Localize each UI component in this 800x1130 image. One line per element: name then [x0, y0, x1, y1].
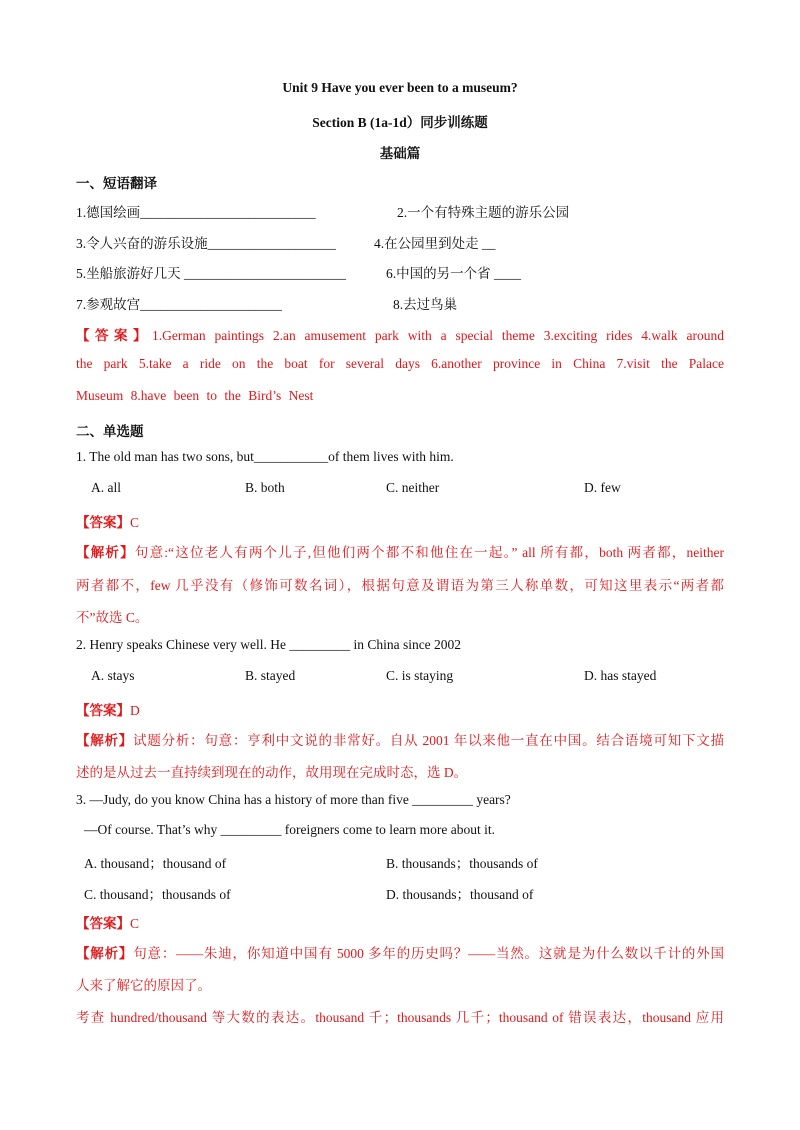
analysis-tag: 【解析】	[76, 946, 134, 961]
phrase-item: 6.中国的另一个省 ____	[386, 266, 521, 281]
option: C. is staying	[386, 668, 454, 683]
phrase-item: 3.令人兴奋的游乐设施___________________	[76, 236, 336, 251]
section-heading-choice: 二、单选题	[76, 424, 144, 439]
answer-text: Museum 8.have been to the Bird’s Nest	[76, 388, 314, 403]
option: A. thousand；thousand of	[84, 856, 227, 871]
analysis-text: 考查 hundred/thousand 等大数的表达。thousand 千；thousands 几千；thousand of 错误表达，thousand 应用	[76, 1010, 724, 1025]
option: C. neither	[386, 480, 440, 495]
option: B. both	[245, 480, 285, 495]
analysis-text: 句意：——朱迪，你知道中国有 5000 多年的历史吗？——当然。这就是为什么数以千计的外国	[133, 946, 725, 961]
analysis-text: 试题分析：句意：亨利中文说的非常好。自从 2001 年以来他一直在中国。结合语境可知下文描	[133, 733, 725, 748]
answer-text: 1.German paintings 2.an amusement park with a special theme 3.exciting rides 4.walk around	[151, 328, 725, 343]
option: D. few	[584, 480, 621, 495]
option: C. thousand；thousands of	[84, 887, 231, 902]
answer-value: C	[130, 515, 140, 530]
option: A. stays	[91, 668, 135, 683]
answer-block-translation	[76, 324, 724, 344]
phrase-item: 2.一个有特殊主题的游乐公园	[397, 205, 570, 220]
analysis-line	[76, 729, 724, 749]
analysis-text: 句意:“这位老人有两个儿子,但他们两个都不和他住在一起。” all 所有都，both 两者都，neither	[134, 545, 725, 560]
phrase-item: 7.参观故宫_____________________	[76, 297, 282, 312]
phrase-item: 4.在公园里到处走 __	[374, 236, 496, 251]
question-stem: —Of course. That’s why _________ foreigners come to learn more about it.	[84, 822, 496, 837]
answer-text: the park 5.take a ride on the boat for several days 6.another province in China 7.visit the Palace	[76, 356, 724, 371]
option: D. thousands；thousand of	[386, 887, 534, 902]
answer-line	[76, 699, 140, 719]
answer-line	[76, 511, 139, 531]
question-stem: 3. —Judy, do you know China has a history of more than five _________ years?	[76, 792, 511, 807]
phrase-item: 5.坐船旅游好几天 ________________________	[76, 266, 346, 281]
section-heading-translation: 一、短语翻译	[76, 176, 157, 191]
phrase-item: 1.德国绘画__________________________	[76, 205, 316, 220]
analysis-line	[76, 942, 724, 962]
answer-tag: 【答案】	[76, 328, 152, 343]
answer-value: C	[130, 916, 140, 931]
question-stem: 1. The old man has two sons, but___________of them lives with him.	[76, 449, 454, 464]
level-label: 基础篇	[379, 146, 421, 161]
answer-tag: 【答案】	[76, 916, 130, 931]
option: D. has stayed	[584, 668, 657, 683]
analysis-text: 不”故选 C。	[76, 610, 149, 625]
page-title: Unit 9 Have you ever been to a museum?	[282, 80, 518, 95]
analysis-tag: 【解析】	[76, 545, 135, 560]
analysis-tag: 【解析】	[76, 733, 134, 748]
answer-value: D	[130, 703, 140, 718]
question-stem: 2. Henry speaks Chinese very well. He _________ in China since 2002	[76, 637, 462, 652]
analysis-text: 人来了解它的原因了。	[76, 978, 211, 993]
analysis-line	[76, 541, 724, 561]
answer-tag: 【答案】	[76, 515, 130, 530]
analysis-text: 述的是从过去一直持续到现在的动作，故用现在完成时态，选 D。	[76, 765, 468, 780]
answer-tag: 【答案】	[76, 703, 130, 718]
answer-line	[76, 912, 139, 932]
page-subtitle: Section B (1a-1d）同步训练题	[312, 115, 488, 130]
phrase-item: 8.去过鸟巢	[393, 297, 458, 312]
option: A. all	[91, 480, 121, 495]
option: B. stayed	[245, 668, 296, 683]
option: B. thousands；thousands of	[386, 856, 538, 871]
analysis-text: 两者都不，few 几乎没有（修饰可数名词），根据句意及谓语为第三人称单数，可知这里表示“两者都	[76, 578, 724, 593]
